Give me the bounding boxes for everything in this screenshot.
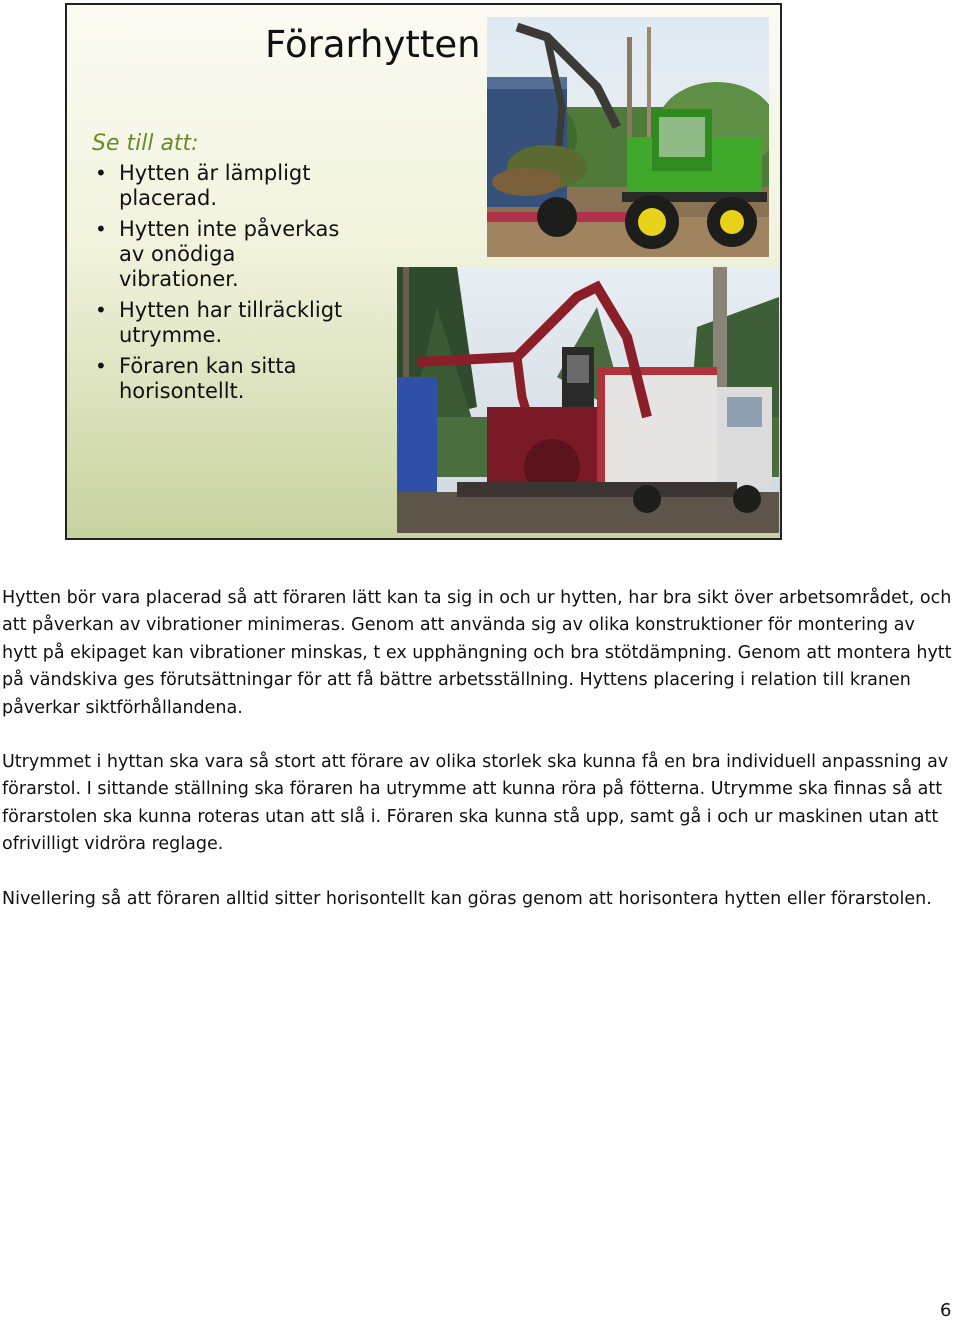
- paragraph: Hytten bör vara placerad så att föraren lätt kan ta sig in och ur hytten, har bra sikt över arbetsområdet, och att påverkan av vibrationer minimeras. Genom att använda sig av olika konstruktioner för montering av hytt på ekipaget kan vibrationer minskas, t ex upphängning och bra stötdämpning. Genom att montera hytt på vändskiva ges förutsättningar för att få bättre arbetsställning. Hyttens placering i relation till kranen påverkar siktförhållandena.: [2, 588, 952, 718]
- body-text: [2, 585, 952, 940]
- bullet-item: • Hytten har tillräckligt utrymme.: [89, 298, 359, 348]
- forestry-machine-photo: [487, 17, 769, 257]
- paragraph: Nivellering så att föraren alltid sitter horisontellt kan göras genom att horisontera hytten eller förarstolen.: [2, 888, 932, 909]
- bullet-item: • Föraren kan sitta horisontellt.: [89, 354, 359, 404]
- slide-subheading: Se till att:: [92, 131, 199, 156]
- slide-bullet-list: [89, 161, 359, 410]
- crane-truck-photo: [397, 267, 779, 533]
- page-number: 6: [940, 1300, 952, 1321]
- slide-panel: [65, 3, 782, 540]
- bullet-item: • Hytten är lämpligt placerad.: [89, 161, 359, 211]
- paragraph: Utrymmet i hyttan ska vara så stort att förare av olika storlek ska kunna få en bra individuell anpassning av förarstol. I sittande ställning ska föraren ha utrymme att kunna röra på fötterna. Utrymme ska finnas så att förarstolen ska kunna roteras utan att slå i. Föraren ska kunna stå upp, samt gå i och ur maskinen utan att ofrivilligt vidröra reglage.: [2, 752, 949, 855]
- slide-title: Förarhytten: [265, 23, 481, 66]
- bullet-item: • Hytten inte påverkas av onödiga vibrationer.: [89, 217, 359, 292]
